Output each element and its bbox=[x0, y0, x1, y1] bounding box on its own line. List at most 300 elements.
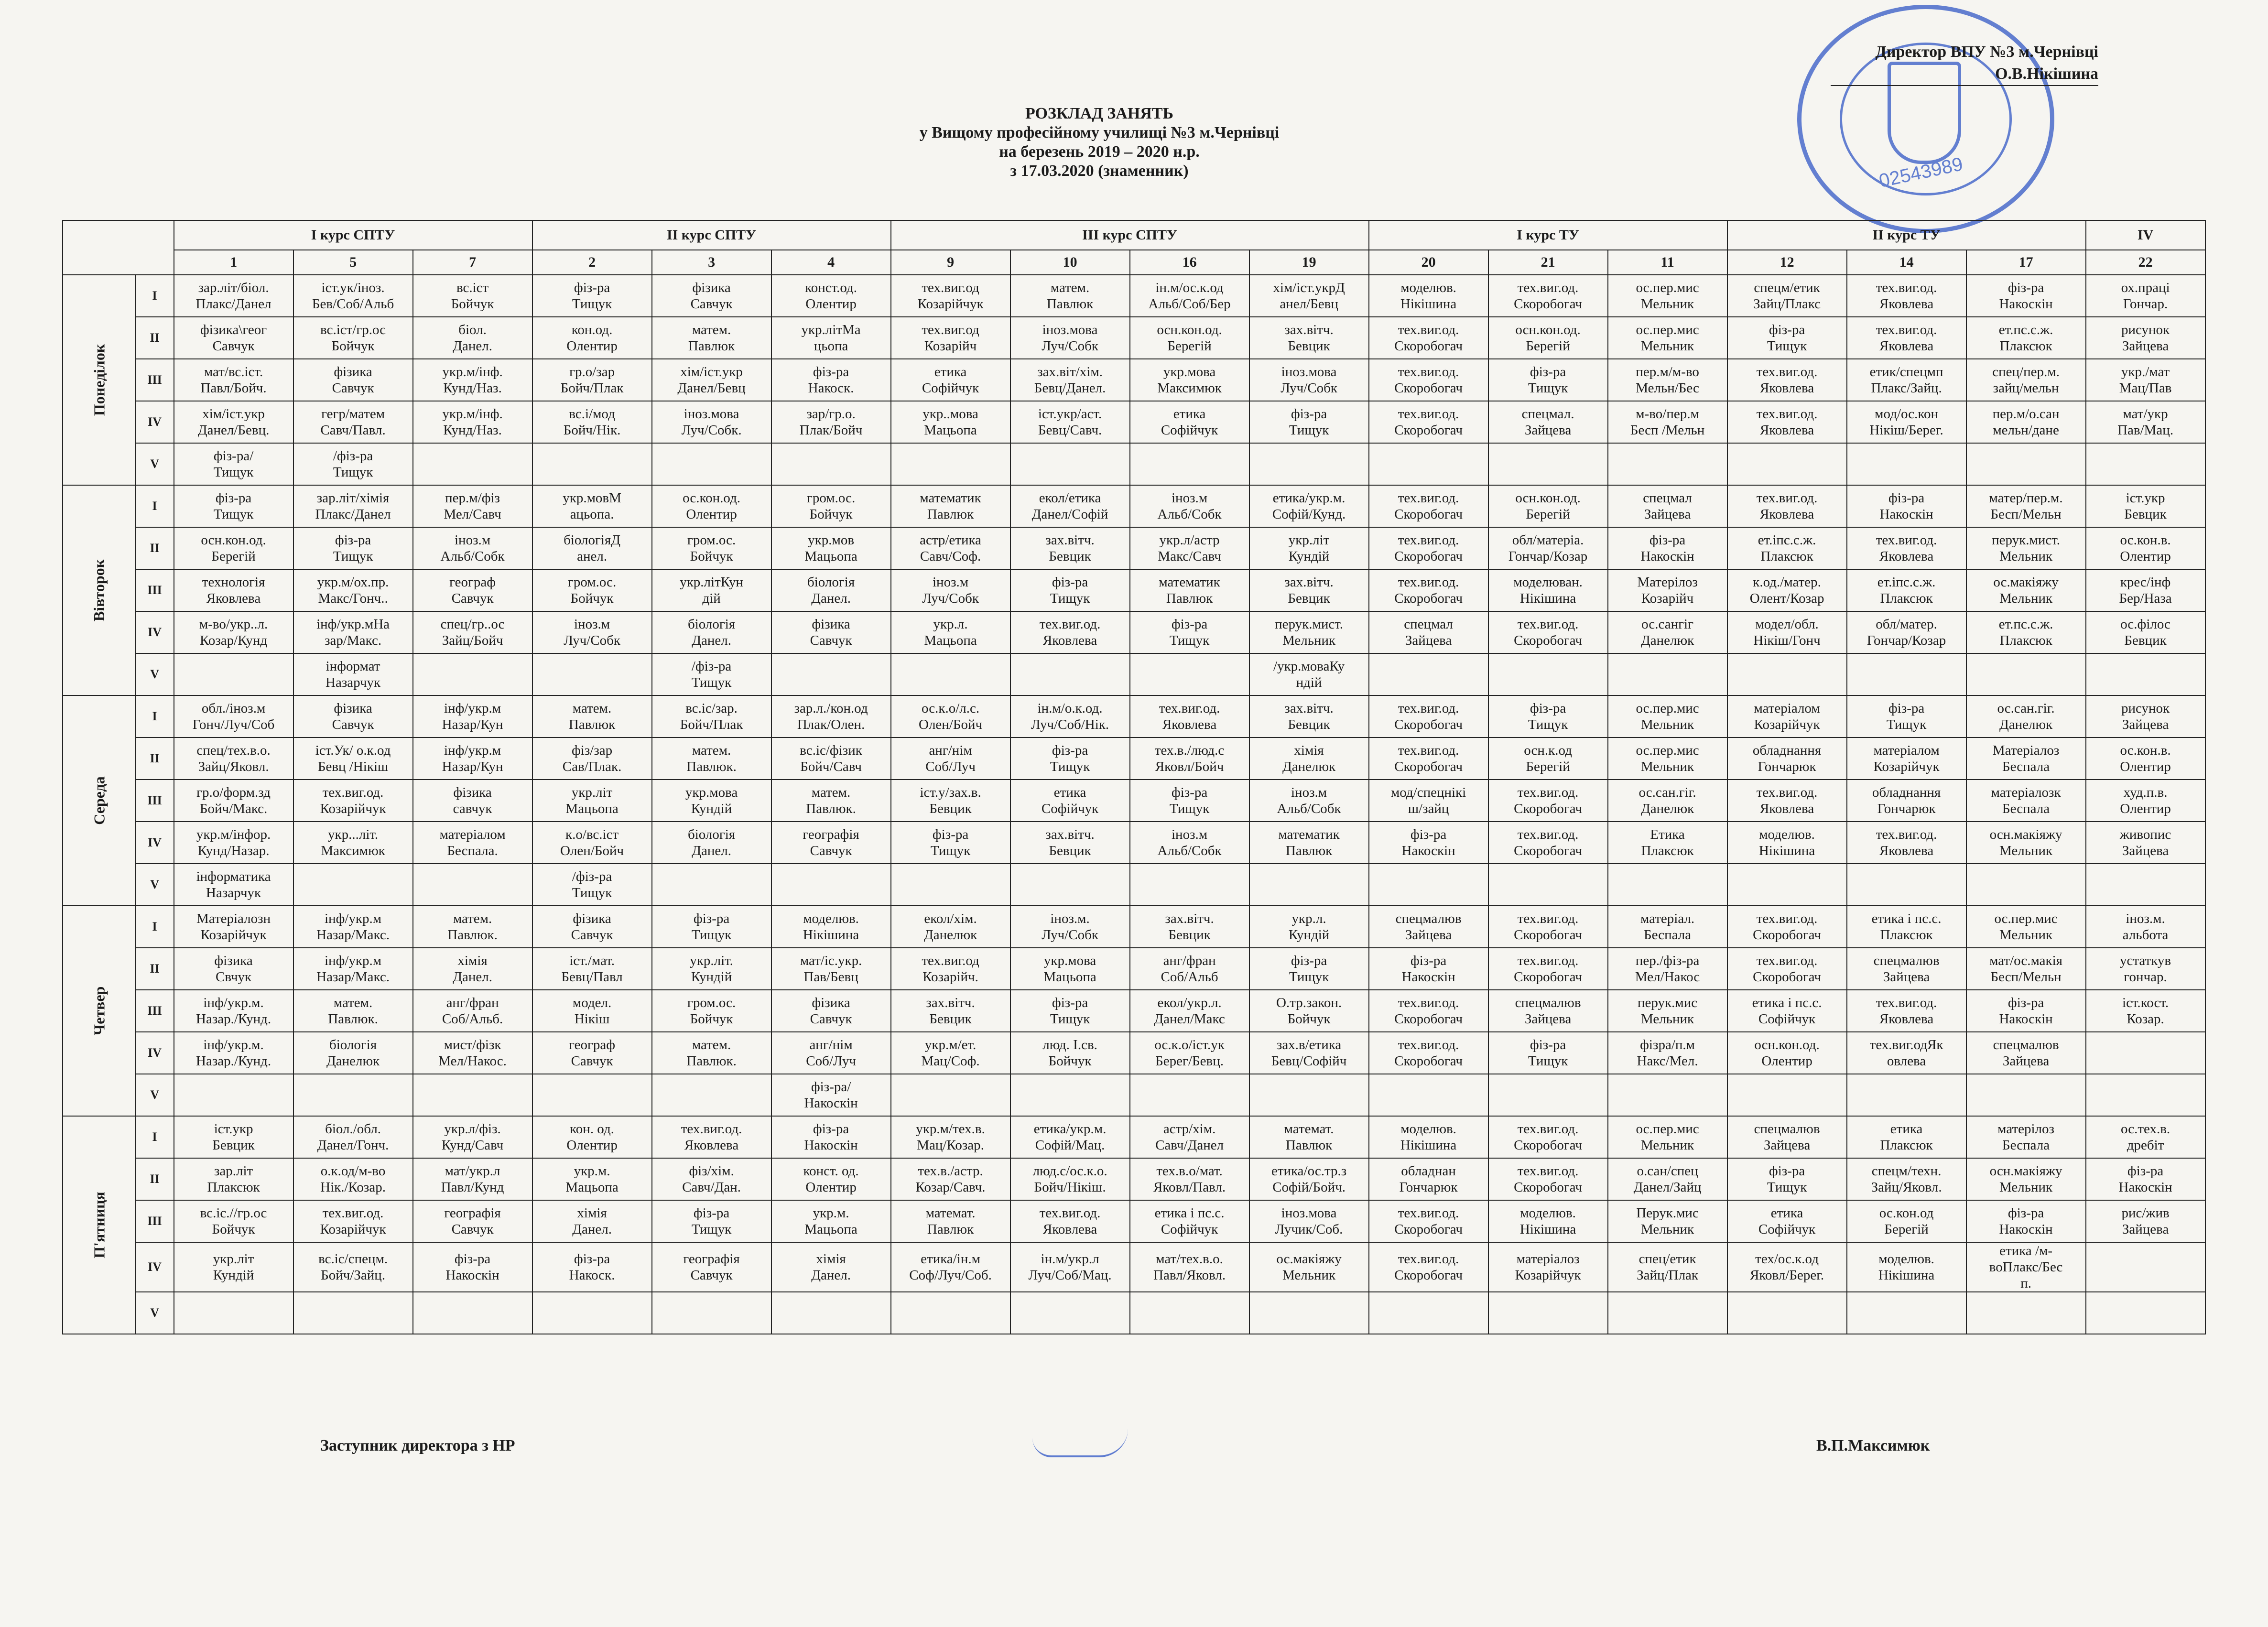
schedule-cell: ос.філос Бевцик bbox=[2086, 611, 2205, 653]
schedule-cell: /фіз-ра Тищук bbox=[293, 443, 413, 485]
schedule-cell bbox=[1130, 1074, 1249, 1116]
schedule-cell: хімія Данел. bbox=[532, 1200, 652, 1242]
schedule-cell: фіз-ра Тищук bbox=[652, 906, 771, 948]
schedule-cell: хім/іст.укрД анел/Бевц bbox=[1249, 275, 1369, 317]
schedule-cell bbox=[1966, 443, 2086, 485]
lesson-row bbox=[63, 611, 2205, 653]
lesson-row bbox=[63, 1242, 2205, 1292]
schedule-cell: фіз-ра Тищук bbox=[1130, 780, 1249, 822]
schedule-cell: фіз-ра Накоскін bbox=[413, 1242, 532, 1292]
schedule-cell: укр.м. Мацьопа bbox=[532, 1158, 652, 1200]
schedule-cell: зах.вітч. Бевцик bbox=[1010, 822, 1130, 864]
schedule-cell bbox=[1847, 653, 1966, 695]
schedule-cell: гром.ос. Бойчук bbox=[652, 527, 771, 569]
schedule-cell: тех.виг.од. Скоробогач bbox=[1488, 275, 1608, 317]
schedule-cell: етика Софійчук bbox=[1727, 1200, 1847, 1242]
schedule-cell bbox=[1608, 443, 1727, 485]
footer-position: Заступник директора з НР bbox=[320, 1437, 515, 1454]
schedule-cell: ос.тех.в. дребіт bbox=[2086, 1116, 2205, 1158]
schedule-cell: фіз-ра Тищук bbox=[1847, 695, 1966, 738]
schedule-cell: матем. Павлюк bbox=[1010, 275, 1130, 317]
schedule-cell: етика Плаксюк bbox=[1847, 1116, 1966, 1158]
schedule-cell: тех.виг.од. Яковлева bbox=[1847, 990, 1966, 1032]
schedule-cell: ос.макіяжу Мельник bbox=[1966, 569, 2086, 611]
lesson-number: V bbox=[136, 653, 174, 695]
lesson-row bbox=[63, 443, 2205, 485]
schedule-cell: іст.Ук/ о.к.од Бевц /Нікіш bbox=[293, 738, 413, 780]
schedule-cell: тех.в./люд.с Яковл/Бойч bbox=[1130, 738, 1249, 780]
schedule-cell: перук.мист. Мельник bbox=[1249, 611, 1369, 653]
group-number: 1 bbox=[174, 250, 293, 275]
schedule-cell bbox=[1966, 1074, 2086, 1116]
group-number: 9 bbox=[891, 250, 1010, 275]
schedule-cell: астр/хім. Савч/Данел bbox=[1130, 1116, 1249, 1158]
schedule-cell bbox=[1608, 1074, 1727, 1116]
lesson-row bbox=[63, 1158, 2205, 1200]
schedule-cell bbox=[1249, 1074, 1369, 1116]
schedule-cell: ос.сан.гіг. Данелюк bbox=[1608, 780, 1727, 822]
schedule-cell: інф/укр.м. Назар./Кунд. bbox=[174, 990, 293, 1032]
schedule-cell: тех.виг.од. Скоробогач bbox=[1488, 780, 1608, 822]
schedule-cell: спецмалюв Зайцева bbox=[1727, 1116, 1847, 1158]
schedule-cell: ос.кон.в. Олентир bbox=[2086, 527, 2205, 569]
schedule-cell bbox=[1847, 864, 1966, 906]
schedule-cell: обладнання Гончарюк bbox=[1847, 780, 1966, 822]
schedule-cell: спец/етик Зайц/Плак bbox=[1608, 1242, 1727, 1292]
schedule-cell: ос.сан.гіг. Данелюк bbox=[1966, 695, 2086, 738]
group-number: 20 bbox=[1369, 250, 1488, 275]
schedule-cell: Етика Плаксюк bbox=[1608, 822, 1727, 864]
schedule-cell: кон.од. Олентир bbox=[532, 317, 652, 359]
schedule-cell: ет.іпс.с.ж. Плаксюк bbox=[1847, 569, 1966, 611]
schedule-cell bbox=[2086, 1074, 2205, 1116]
lesson-row bbox=[63, 653, 2205, 695]
schedule-cell: фіз-ра Тищук bbox=[1010, 990, 1130, 1032]
schedule-cell bbox=[532, 1074, 652, 1116]
lesson-row bbox=[63, 780, 2205, 822]
schedule-cell: тех.виг.од Козарійчук bbox=[891, 275, 1010, 317]
schedule-cell: укр.мова Максимюк bbox=[1130, 359, 1249, 401]
schedule-cell: модел/обл. Нікіш/Гонч bbox=[1727, 611, 1847, 653]
schedule-cell: укр.літКун дій bbox=[652, 569, 771, 611]
schedule-cell: мист/фізк Мел/Накос. bbox=[413, 1032, 532, 1074]
schedule-cell: біол. Данел. bbox=[413, 317, 532, 359]
course-header: І курс ТУ bbox=[1369, 220, 1727, 250]
schedule-cell: етика/ос.тр.з Софій/Бойч. bbox=[1249, 1158, 1369, 1200]
schedule-cell bbox=[532, 443, 652, 485]
schedule-cell: тех.виг.од. Скоробогач bbox=[1369, 527, 1488, 569]
schedule-cell: укр.мова Кундій bbox=[652, 780, 771, 822]
schedule-cell: /фіз-ра Тищук bbox=[532, 864, 652, 906]
lesson-row bbox=[63, 569, 2205, 611]
schedule-cell bbox=[891, 443, 1010, 485]
schedule-cell bbox=[293, 1074, 413, 1116]
lesson-number: ІІІ bbox=[136, 569, 174, 611]
title-line-2: у Вищому професійному училищі №3 м.Чернівці bbox=[919, 124, 1280, 141]
schedule-cell: ос.к.о/іст.ук Берег/Бевц. bbox=[1130, 1032, 1249, 1074]
lesson-row bbox=[63, 1074, 2205, 1116]
schedule-cell: укр.л/фіз. Кунд/Савч bbox=[413, 1116, 532, 1158]
schedule-cell: обладнання Гончарюк bbox=[1727, 738, 1847, 780]
schedule-cell: фіз-ра Тищук bbox=[1488, 1032, 1608, 1074]
lesson-row bbox=[63, 906, 2205, 948]
schedule-cell: мат/іс.укр. Пав/Бевц bbox=[771, 948, 891, 990]
schedule-cell: ос.сангіг Данелюк bbox=[1608, 611, 1727, 653]
schedule-cell: екол/хім. Данелюк bbox=[891, 906, 1010, 948]
schedule-cell bbox=[1847, 1074, 1966, 1116]
schedule-cell: тех.виг.од. Яковлева bbox=[1847, 275, 1966, 317]
schedule-cell bbox=[532, 653, 652, 695]
schedule-cell bbox=[413, 443, 532, 485]
schedule-cell: фіз-ра Накоскін bbox=[1369, 948, 1488, 990]
group-number: 12 bbox=[1727, 250, 1847, 275]
schedule-cell: астр/етика Савч/Соф. bbox=[891, 527, 1010, 569]
schedule-cell bbox=[1847, 1292, 1966, 1334]
schedule-cell: фіз/хім. Савч/Дан. bbox=[652, 1158, 771, 1200]
schedule-cell: спецмалюв Зайцева bbox=[1966, 1032, 2086, 1074]
schedule-cell: спец/тех.в.о. Зайц/Яковл. bbox=[174, 738, 293, 780]
schedule-cell: спецмал Зайцева bbox=[1369, 611, 1488, 653]
lesson-row bbox=[63, 822, 2205, 864]
schedule-cell: осн.кон.од. Берегій bbox=[1488, 485, 1608, 527]
schedule-cell bbox=[1249, 1292, 1369, 1334]
schedule-cell: фіз-ра/ Накоскін bbox=[771, 1074, 891, 1116]
day-label: Понеділок bbox=[90, 344, 108, 416]
schedule-cell bbox=[2086, 864, 2205, 906]
schedule-cell: іноз.м Луч/Собк bbox=[532, 611, 652, 653]
schedule-cell bbox=[1966, 864, 2086, 906]
lesson-row bbox=[63, 317, 2205, 359]
approval-signer: О.В.Нікішина bbox=[1831, 63, 2098, 86]
schedule-cell: худ.п.в. Олентир bbox=[2086, 780, 2205, 822]
schedule-cell: зар/гр.о. Плак/Бойч bbox=[771, 401, 891, 443]
title-line-4: з 17.03.2020 (знаменник) bbox=[1010, 162, 1189, 180]
lesson-row bbox=[63, 275, 2205, 317]
schedule-cell: іст.укр Бевцик bbox=[2086, 485, 2205, 527]
schedule-cell: ос.пер.мис Мельник bbox=[1608, 275, 1727, 317]
schedule-cell bbox=[1369, 443, 1488, 485]
schedule-cell: ет.пс.с.ж. Плаксюк bbox=[1966, 611, 2086, 653]
schedule-cell: біологія Данел. bbox=[771, 569, 891, 611]
lesson-number: ІV bbox=[136, 401, 174, 443]
schedule-cell bbox=[771, 864, 891, 906]
schedule-cell: фіз-ра Тищук bbox=[1488, 359, 1608, 401]
schedule-cell: рисунок Зайцева bbox=[2086, 317, 2205, 359]
schedule-cell: ін.м/ос.к.од Альб/Соб/Бер bbox=[1130, 275, 1249, 317]
schedule-cell: тех.виг.од. Яковлева bbox=[1847, 317, 1966, 359]
schedule-cell: етика/укр.м. Софій/Мац. bbox=[1010, 1116, 1130, 1158]
schedule-cell: фіз-ра/ Тищук bbox=[174, 443, 293, 485]
schedule-cell bbox=[771, 653, 891, 695]
schedule-cell: інф/укр.м Назар/Макс. bbox=[293, 906, 413, 948]
schedule-cell: укр.літ. Кундій bbox=[652, 948, 771, 990]
schedule-cell: матем. Павлюк bbox=[532, 695, 652, 738]
schedule-cell: тех.виг.од. Козарійчук bbox=[293, 780, 413, 822]
schedule-cell bbox=[1369, 1074, 1488, 1116]
schedule-cell: фіз-ра Тищук bbox=[174, 485, 293, 527]
schedule-cell: матер/пер.м. Бесп/Мельн bbox=[1966, 485, 2086, 527]
schedule-cell: о.сан/спец Данел/Зайц bbox=[1608, 1158, 1727, 1200]
schedule-cell: зах.вітч. Бевцик bbox=[1249, 695, 1369, 738]
schedule-cell: хім/іст.укр Данел/Бевц. bbox=[174, 401, 293, 443]
lesson-row bbox=[63, 990, 2205, 1032]
schedule-cell: спецм/техн. Зайц/Яковл. bbox=[1847, 1158, 1966, 1200]
schedule-cell: біологіяД анел. bbox=[532, 527, 652, 569]
schedule-cell: інф/укр.м Назар/Макс. bbox=[293, 948, 413, 990]
schedule-cell: тех.виг.од. Скоробогач bbox=[1488, 1158, 1608, 1200]
schedule-cell: тех.виг.од. Скоробогач bbox=[1369, 485, 1488, 527]
schedule-cell bbox=[1369, 1292, 1488, 1334]
schedule-cell: іноз.м. Луч/Собк bbox=[1010, 906, 1130, 948]
schedule-cell bbox=[293, 1292, 413, 1334]
schedule-cell bbox=[652, 864, 771, 906]
day-label: П'ятниця bbox=[90, 1192, 108, 1258]
schedule-cell: о.к.од/м-во Нік./Козар. bbox=[293, 1158, 413, 1200]
schedule-cell: фізика Свчук bbox=[174, 948, 293, 990]
schedule-cell: матем. Павлюк. bbox=[293, 990, 413, 1032]
schedule-cell: фізика савчук bbox=[413, 780, 532, 822]
schedule-cell: матеріалоз Козарійчук bbox=[1488, 1242, 1608, 1292]
lesson-number: ІІ bbox=[136, 1158, 174, 1200]
schedule-cell: ос.пер.мис Мельник bbox=[1608, 695, 1727, 738]
schedule-cell: живопис Зайцева bbox=[2086, 822, 2205, 864]
schedule-cell: ос.пер.мис Мельник bbox=[1608, 738, 1727, 780]
schedule-cell: мод/спецнікі ш/зайц bbox=[1369, 780, 1488, 822]
schedule-cell: осн.кон.од. Берегій bbox=[1488, 317, 1608, 359]
schedule-cell bbox=[1488, 1074, 1608, 1116]
schedule-cell bbox=[1488, 864, 1608, 906]
schedule-cell: інф/укр.мНа зар/Макс. bbox=[293, 611, 413, 653]
group-number: 5 bbox=[293, 250, 413, 275]
schedule-cell: гегр/матем Савч/Павл. bbox=[293, 401, 413, 443]
schedule-cell: іст.кост. Козар. bbox=[2086, 990, 2205, 1032]
schedule-cell: гром.ос. Бойчук bbox=[771, 485, 891, 527]
schedule-cell: осн.кон.од. Берегій bbox=[174, 527, 293, 569]
schedule-cell: іноз.м Альб/Собк bbox=[1249, 780, 1369, 822]
schedule-cell: мод/ос.кон Нікіш/Берег. bbox=[1847, 401, 1966, 443]
schedule-cell: осн.макіяжу Мельник bbox=[1966, 822, 2086, 864]
schedule-cell: пер.м/о.сан мельн/дане bbox=[1966, 401, 2086, 443]
schedule-cell: матеріал. Беспала bbox=[1608, 906, 1727, 948]
schedule-cell: тех.виг.од. Козарійчук bbox=[293, 1200, 413, 1242]
group-number: 21 bbox=[1488, 250, 1608, 275]
schedule-cell: математ. Павлюк bbox=[891, 1200, 1010, 1242]
day-label: Середа bbox=[90, 776, 108, 825]
schedule-cell: тех.виг.од. Скоробогач bbox=[1488, 822, 1608, 864]
lesson-row bbox=[63, 1116, 2205, 1158]
schedule-cell bbox=[652, 1074, 771, 1116]
group-number: 11 bbox=[1608, 250, 1727, 275]
schedule-cell bbox=[1727, 1292, 1847, 1334]
schedule-cell: фіз-ра Тищук bbox=[891, 822, 1010, 864]
schedule-cell: укр.м/інф. Кунд/Наз. bbox=[413, 401, 532, 443]
day-label: Четвер bbox=[90, 986, 108, 1036]
schedule-cell: вс.іс.//гр.ос Бойчук bbox=[174, 1200, 293, 1242]
schedule-cell: Матеріалозн Козарійчук bbox=[174, 906, 293, 948]
schedule-cell: фізика Савчук bbox=[771, 990, 891, 1032]
schedule-cell: етика Софійчук bbox=[891, 359, 1010, 401]
schedule-cell: географія Савчук bbox=[771, 822, 891, 864]
schedule-cell bbox=[652, 443, 771, 485]
approval-position: Директор ВПУ №3 м.Чернівці bbox=[1875, 43, 2098, 61]
lesson-number: ІV bbox=[136, 1242, 174, 1292]
schedule-cell bbox=[1966, 1292, 2086, 1334]
schedule-cell: фіз-ра Тищук bbox=[532, 275, 652, 317]
schedule-cell: фіз-ра Накоск. bbox=[771, 359, 891, 401]
schedule-cell: етика /м- воПлакс/Бес п. bbox=[1966, 1242, 2086, 1292]
lesson-number: І bbox=[136, 695, 174, 738]
schedule-cell: тех/ос.к.од Яковл/Берег. bbox=[1727, 1242, 1847, 1292]
lesson-number: ІІ bbox=[136, 317, 174, 359]
schedule-cell: мат/укр.л Павл/Кунд bbox=[413, 1158, 532, 1200]
schedule-cell: тех.виг.од. Яковлева bbox=[1130, 695, 1249, 738]
schedule-cell: іст.укр Бевцик bbox=[174, 1116, 293, 1158]
schedule-cell: тех.виг.од. Скоробогач bbox=[1369, 1032, 1488, 1074]
schedule-cell bbox=[891, 864, 1010, 906]
schedule-cell: укр.м/інфор. Кунд/Назар. bbox=[174, 822, 293, 864]
schedule-cell bbox=[1847, 443, 1966, 485]
schedule-cell bbox=[532, 1292, 652, 1334]
lesson-number: ІІІ bbox=[136, 780, 174, 822]
schedule-cell: тех.виг.од. Яковлева bbox=[1727, 485, 1847, 527]
schedule-cell: фіз-ра Тищук bbox=[293, 527, 413, 569]
schedule-cell bbox=[771, 443, 891, 485]
schedule-cell: ос.кон.в. Олентир bbox=[2086, 738, 2205, 780]
schedule-cell bbox=[174, 653, 293, 695]
schedule-cell bbox=[1727, 443, 1847, 485]
title-line-1: РОЗКЛАД ЗАНЯТЬ bbox=[1025, 105, 1174, 122]
schedule-cell: мат/ос.макія Бесп/Мельн bbox=[1966, 948, 2086, 990]
course-header: ІІ курс ТУ bbox=[1727, 220, 2086, 250]
schedule-cell bbox=[413, 1292, 532, 1334]
schedule-cell bbox=[1369, 653, 1488, 695]
schedule-cell bbox=[1010, 1292, 1130, 1334]
schedule-cell: тех.виг.од. Яковлева bbox=[1727, 401, 1847, 443]
schedule-cell bbox=[1608, 653, 1727, 695]
schedule-cell: фіз-ра Накоскін bbox=[1608, 527, 1727, 569]
schedule-cell: вс.іст/гр.ос Бойчук bbox=[293, 317, 413, 359]
schedule-cell: ох.праці Гончар. bbox=[2086, 275, 2205, 317]
schedule-cell: м-во/пер.м Бесп /Мельн bbox=[1608, 401, 1727, 443]
lesson-row bbox=[63, 695, 2205, 738]
schedule-cell: тех.виг.од. Скоробогач bbox=[1488, 611, 1608, 653]
approval-block bbox=[1764, 41, 2098, 86]
schedule-cell: матем. Павлюк. bbox=[413, 906, 532, 948]
schedule-cell bbox=[1488, 1292, 1608, 1334]
schedule-cell: Матеріалоз Беспала bbox=[1966, 738, 2086, 780]
schedule-cell: укр.літ Кундій bbox=[1249, 527, 1369, 569]
lesson-row bbox=[63, 1032, 2205, 1074]
schedule-cell bbox=[771, 1292, 891, 1334]
schedule-cell: географія Савчук bbox=[413, 1200, 532, 1242]
schedule-cell bbox=[2086, 1242, 2205, 1292]
schedule-cell: хімія Данел. bbox=[771, 1242, 891, 1292]
schedule-cell bbox=[1249, 443, 1369, 485]
schedule-cell: люд.с/ос.к.о. Бойч/Нікіш. bbox=[1010, 1158, 1130, 1200]
schedule-cell bbox=[1249, 864, 1369, 906]
schedule-cell: іноз.м Луч/Собк bbox=[891, 569, 1010, 611]
schedule-cell: укр.мова Мацьопа bbox=[1010, 948, 1130, 990]
lesson-number: І bbox=[136, 906, 174, 948]
schedule-cell bbox=[2086, 653, 2205, 695]
schedule-cell: кон. од. Олентир bbox=[532, 1116, 652, 1158]
day-name bbox=[63, 906, 136, 1116]
schedule-cell: зар.літ/біол. Плакс/Данел bbox=[174, 275, 293, 317]
schedule-cell: тех.виг.од. Яковлева bbox=[1847, 822, 1966, 864]
schedule-cell: матем. Павлюк. bbox=[652, 738, 771, 780]
schedule-cell: ос.пер.мис Мельник bbox=[1608, 317, 1727, 359]
schedule-cell: ос.пер.мис Мельник bbox=[1608, 1116, 1727, 1158]
schedule-cell: математик Павлюк bbox=[891, 485, 1010, 527]
schedule-cell: укр./мат Мац/Пав bbox=[2086, 359, 2205, 401]
schedule-cell: тех.виг.од. Скоробогач bbox=[1369, 695, 1488, 738]
group-number: 2 bbox=[532, 250, 652, 275]
title-line-3: на березень 2019 – 2020 н.р. bbox=[999, 143, 1200, 161]
group-number: 17 bbox=[1966, 250, 2086, 275]
schedule-cell: анг/нім Соб/Луч bbox=[771, 1032, 891, 1074]
lesson-number: ІІІ bbox=[136, 1200, 174, 1242]
schedule-cell: спец/пер.м. зайц/мельн bbox=[1966, 359, 2086, 401]
schedule-cell: фізра/п.м Накс/Мел. bbox=[1608, 1032, 1727, 1074]
lesson-row bbox=[63, 864, 2205, 906]
footer-signer: В.П.Максимюк bbox=[1816, 1437, 1930, 1454]
schedule-cell bbox=[1727, 653, 1847, 695]
schedule-cell: етика/ін.м Соф/Луч/Соб. bbox=[891, 1242, 1010, 1292]
deputy-signature bbox=[1032, 1422, 1128, 1457]
schedule-cell: інф/укр.м Назар/Кун bbox=[413, 695, 532, 738]
schedule-cell: тех.виг.од. Яковлева bbox=[652, 1116, 771, 1158]
schedule-cell bbox=[2086, 1292, 2205, 1334]
schedule-cell: математик Павлюк bbox=[1249, 822, 1369, 864]
schedule-cell: к.о/вс.іст Олен/Бойч bbox=[532, 822, 652, 864]
schedule-cell: гр.о/форм.зд Бойч/Макс. bbox=[174, 780, 293, 822]
schedule-cell: рис/жив Зайцева bbox=[2086, 1200, 2205, 1242]
course-header: І курс СПТУ bbox=[174, 220, 532, 250]
schedule-cell: етика Софійчук bbox=[1010, 780, 1130, 822]
schedule-cell bbox=[1130, 1292, 1249, 1334]
schedule-cell bbox=[413, 864, 532, 906]
schedule-cell: укр.л. Мацьопа bbox=[891, 611, 1010, 653]
schedule-cell: обл/матер. Гончар/Козар bbox=[1847, 611, 1966, 653]
schedule-cell: укр.л/астр Макс/Савч bbox=[1130, 527, 1249, 569]
schedule-cell: люд. І.св. Бойчук bbox=[1010, 1032, 1130, 1074]
schedule-cell: етика Софійчук bbox=[1130, 401, 1249, 443]
schedule-cell: укр.л. Кундій bbox=[1249, 906, 1369, 948]
schedule-cell: фіз-ра Накоскін bbox=[1966, 1200, 2086, 1242]
schedule-cell: ін.м/укр.л Луч/Соб/Мац. bbox=[1010, 1242, 1130, 1292]
schedule-cell: зах.віт/хім. Бевц/Данел. bbox=[1010, 359, 1130, 401]
schedule-cell: іноз.м Альб/Собк bbox=[1130, 822, 1249, 864]
schedule-cell: фіз-ра Тищук bbox=[1249, 401, 1369, 443]
schedule-cell: етика і пс.с. Плаксюк bbox=[1847, 906, 1966, 948]
schedule-cell: вс.іст Бойчук bbox=[413, 275, 532, 317]
schedule-cell: тех.виг.од. Скоробогач bbox=[1369, 1242, 1488, 1292]
schedule-cell bbox=[293, 864, 413, 906]
lesson-number: І bbox=[136, 485, 174, 527]
schedule-cell: іноз.м Альб/Собк bbox=[413, 527, 532, 569]
schedule-cell: спецм/етик Зайц/Плакс bbox=[1727, 275, 1847, 317]
schedule-cell: /укр.моваКу ндій bbox=[1249, 653, 1369, 695]
schedule-cell: іноз.мова Луч/Собк bbox=[1249, 359, 1369, 401]
schedule-cell: анг/нім Соб/Луч bbox=[891, 738, 1010, 780]
schedule-cell: математ. Павлюк bbox=[1249, 1116, 1369, 1158]
schedule-cell: фіз-ра Тищук bbox=[1010, 738, 1130, 780]
schedule-cell: укр..мова Мацьопа bbox=[891, 401, 1010, 443]
schedule-cell: етика/укр.м. Софій/Кунд. bbox=[1249, 485, 1369, 527]
lesson-row bbox=[63, 948, 2205, 990]
schedule-cell: крес/інф Бер/Наза bbox=[2086, 569, 2205, 611]
schedule-cell: ос.к.о/л.с. Олен/Бойч bbox=[891, 695, 1010, 738]
